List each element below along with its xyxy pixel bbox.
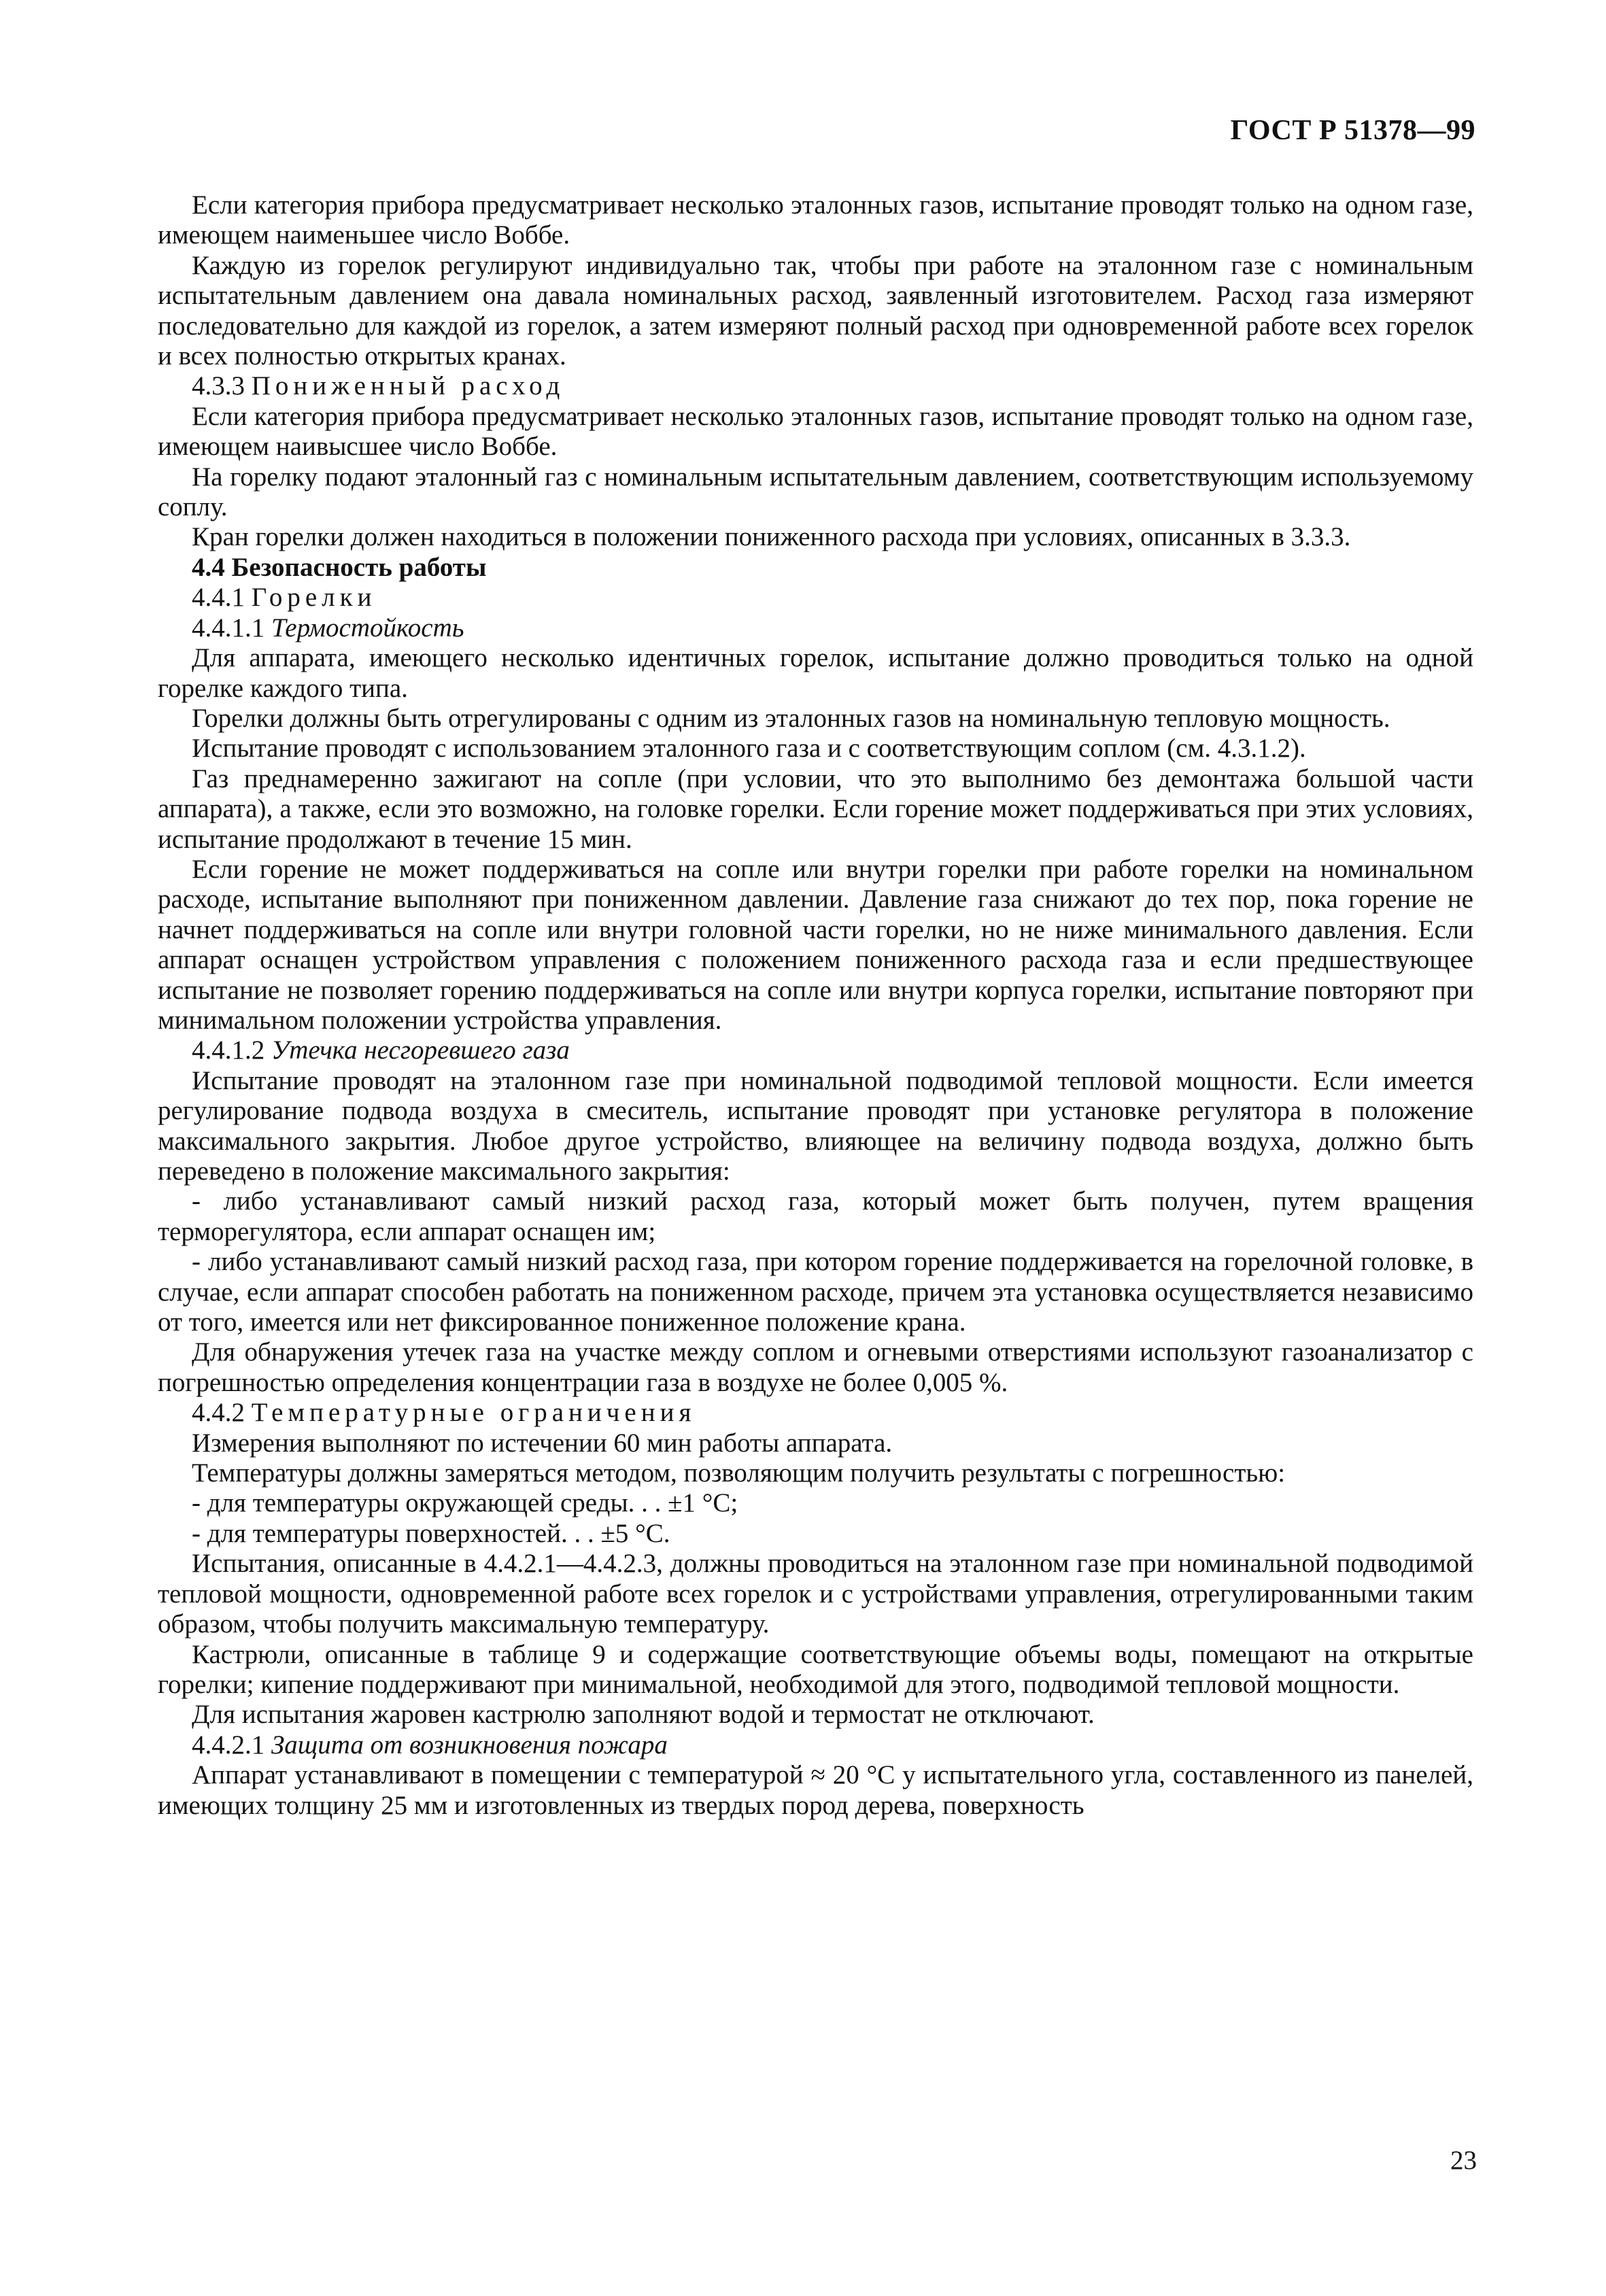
paragraph: Кастрюли, описанные в таблице 9 и содержащие соответствующие объемы воды, помещают на открытые горелки; кипение поддерживают при минимальной, необходимой для этого, подводимой тепловой мощности. (158, 1639, 1473, 1699)
heading-title: Утечка несгоревшего газа (271, 1035, 570, 1065)
heading-number: 4.4.1 (192, 583, 245, 613)
heading-title: Термостойкость (271, 613, 464, 642)
heading-number: 4.4.1.2 (192, 1035, 265, 1065)
document-header: ГОСТ Р 51378—99 (1230, 115, 1475, 146)
paragraph: Горелки должны быть отрегулированы с одним из эталонных газов на номинальную тепловую мощность. (192, 703, 1390, 733)
paragraph: Газ преднамеренно зажигают на сопле (при условии, что это выполнимо без демонтажа большой части аппарата), а также, если это возможно, на головке горелки. Если горение может поддерживаться при этих условиях, испытание продолжают в течение 15 мин. (158, 764, 1473, 854)
heading-title: Горелки (251, 583, 377, 613)
paragraph: Для аппарата, имеющего несколько идентичных горелок, испытание должно проводиться только на одной горелке каждого типа. (158, 643, 1473, 703)
clause-heading (158, 613, 1473, 643)
heading-number: 4.4.2 (192, 1398, 245, 1428)
clause-heading (158, 1035, 1473, 1065)
clause-heading (158, 1730, 1473, 1760)
paragraph: Аппарат устанавливают в помещении с температурой ≈ 20 °С у испытательного угла, составленного из панелей, имеющих толщину 25 мм и изготовленных из твердых пород дерева, поверхность (158, 1760, 1473, 1820)
paragraph: Для испытания жаровен кастрюлю заполняют водой и термостат не отключают. (192, 1700, 1095, 1730)
heading-title: Защита от возникновения пожара (271, 1730, 668, 1760)
heading-number: 4.4.2.1 (192, 1730, 265, 1760)
heading-title: Пониженный расход (251, 371, 565, 401)
paragraph: Испытания, описанные в 4.4.2.1—4.4.2.3, должны проводиться на эталонном газе при номинальной подводимой тепловой мощности, одновременной работе всех горелок и с устройствами управления, отрегулированными таким образом, чтобы получить максимальную температуру. (158, 1549, 1473, 1639)
paragraph: Если категория прибора предусматривает несколько эталонных газов, испытание проводят только на одном газе, имеющем наименьшее число Воббе. (158, 190, 1473, 250)
paragraph: Температуры должны замеряться методом, позволяющим получить результаты с погрешностью: (192, 1458, 1286, 1488)
heading-number: 4.4.1.1 (192, 613, 265, 642)
paragraph: Испытание проводят на эталонном газе при номинальной подводимой тепловой мощности. Если имеется регулирование подвода воздуха в смеситель, испытание проводят при установке регулятора в положение максимального закрытия. Любое другое устройство, влияющее на величину подвода воздуха, должно быть переведено в положение максимального закрытия: (158, 1065, 1473, 1186)
heading-number: 4.3.3 (192, 371, 245, 401)
paragraph: - для температуры окружающей среды. . . ±1 °С; (192, 1488, 738, 1518)
paragraph: Если горение не может поддерживаться на сопле или внутри горелки при работе горелки на номинальном расходе, испытание выполняют при пониженном давлении. Давление газа снижают до тех пор, пока горение не начнет поддерживаться на сопле или внутри головной части горелки, но не ниже минимального давления. Если аппарат оснащен устройством управления с положением пониженного расхода газа и если предшествующее испытание не позволяет горению поддерживаться на сопле или внутри корпуса горелки, испытание повторяют при минимальном положении устройства управления. (158, 854, 1473, 1035)
paragraph: На горелку подают эталонный газ с номинальным испытательным давлением, соответствующим используемому соплу. (158, 462, 1473, 522)
heading-title: Температурные ограничения (251, 1398, 696, 1428)
paragraph: - либо устанавливают самый низкий расход газа, который может быть получен, путем вращения терморегулятора, если аппарат оснащен им; (158, 1186, 1473, 1246)
paragraph: Если категория прибора предусматривает несколько эталонных газов, испытание проводят только на одном газе, имеющем наивысшее число Воббе. (158, 401, 1473, 462)
paragraph: Измерения выполняют по истечении 60 мин работы аппарата. (192, 1428, 893, 1458)
paragraph: Для обнаружения утечек газа на участке между соплом и огневыми отверстиями используют газоанализатор с погрешностью определения концентрации газа в воздухе не более 0,005 %. (158, 1337, 1473, 1397)
paragraph: - для температуры поверхностей. . . ±5 °С. (192, 1518, 670, 1548)
subsection-heading (158, 583, 1473, 613)
section-heading: 4.4 Безопасность работы (192, 552, 487, 582)
paragraph: Каждую из горелок регулируют индивидуально так, чтобы при работе на эталонном газе с номинальным испытательным давлением она давала номинальных расход, заявленный изготовителем. Расход газа измеряют последовательно для каждой из горелок, а затем измеряют полный расход при одновременной работе всех горелок и всех полностью открытых кранах. (158, 250, 1473, 371)
paragraph: Испытание проводят с использованием эталонного газа и с соответствующим соплом (см. 4.3.1.2). (192, 734, 1306, 764)
subsection-heading (158, 1398, 1473, 1428)
page-number: 23 (1450, 2146, 1477, 2175)
paragraph: Кран горелки должен находиться в положении пониженного расхода при условиях, описанных в 3.3.3. (192, 522, 1351, 552)
subsection-heading (158, 371, 1473, 401)
document-body (158, 190, 1473, 1821)
paragraph: - либо устанавливают самый низкий расход газа, при котором горение поддерживается на горелочной головке, в случае, если аппарат способен работать на пониженном расходе, причем эта установка осуществляется независимо от того, имеется или нет фиксированное пониженное положение крана. (158, 1247, 1473, 1337)
